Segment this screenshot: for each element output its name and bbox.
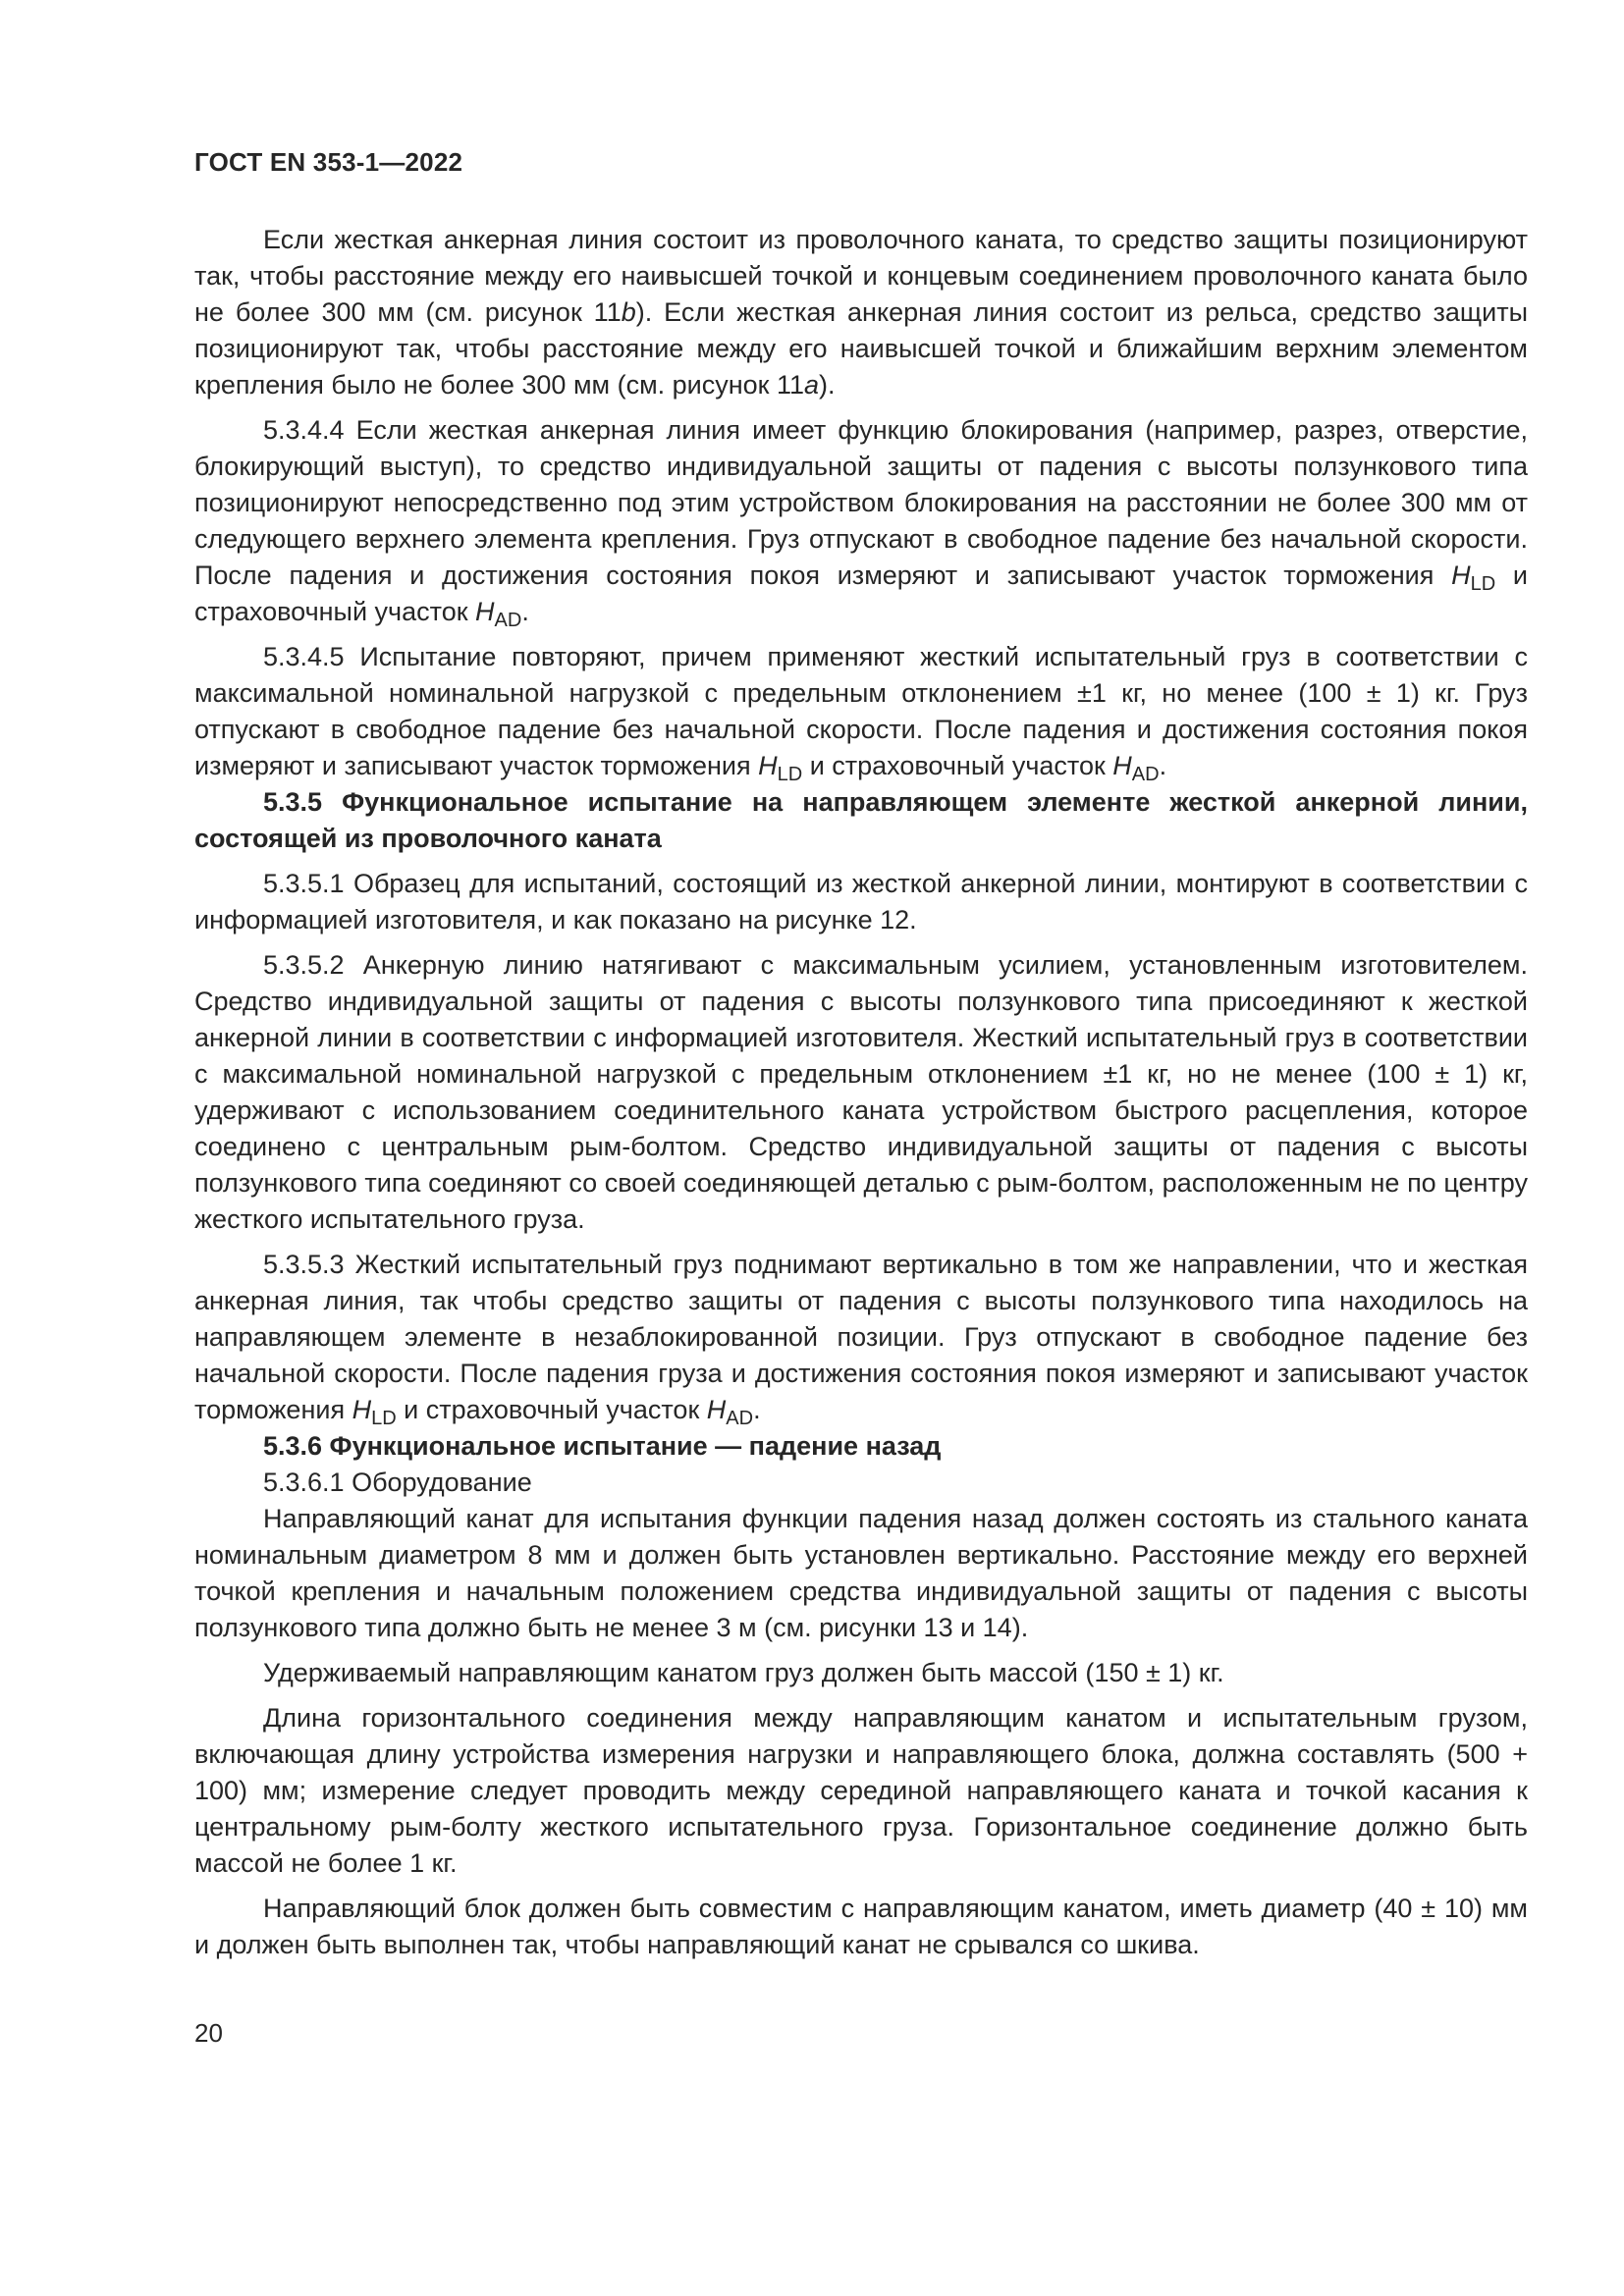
page-header: ГОСТ EN 353-1—2022 [194,147,463,177]
paragraph-horizontal-connection: Длина горизонтального соединения между направляющим канатом и испытательным грузом, включающая длину устройства измерения нагрузки и направляющего блока, должна составлять (500 + 100) мм; измерение следует проводить между серединой направляющего каната и точкой касания к центральному рым-болту жесткого испытательного груза. Горизонтальное соединение должно быть массой не более 1 кг. [194,1703,1528,1878]
symbol-h: H [1451,561,1471,590]
paragraph-mass: Удерживаемый направляющим канатом груз должен быть массой (150 ± 1) кг. [263,1658,1224,1687]
page-number: 20 [194,2018,223,2048]
symbol-h: H [758,751,778,780]
section-heading-5-3-6: 5.3.6 Функциональное испытание — падение назад [263,1431,942,1461]
symbol-sub-ld: LD [371,1408,397,1429]
paragraph-5-3-4-5: 5.3.4.5 Испытание повторяют, причем применяют жесткий испытательный груз в соответствии с максимальной номинальной нагрузкой с предельным отклонением ±1 кг, но менее (100 ± 1) кг. Груз отпускают в свободное падение без начальной скорости. После падения и достижения состояния покоя измеряют и записывают участок торможения $H_{LD}$ и страховочный участок $H_{AD}$. [194,642,1528,785]
symbol-sub-ad: AD [726,1408,754,1429]
paragraph-5-3-5-3: 5.3.5.3 Жесткий испытательный груз поднимают вертикально в том же направлении, что и жесткая анкерная линия, так чтобы средство защиты от падения с высоты ползункового типа находилось на направляющем элементе в незаблокированной позиции. Груз отпускают в свободное падение без начальной скорости. После падения груза и достижения состояния покоя измеряют и записывают участок торможения $H_{LD}$ и страховочный участок $H_{AD}$. [194,1250,1528,1429]
symbol-sub-ld: LD [777,764,803,785]
symbol-sub-ad: AD [1131,764,1160,785]
symbol-h: H [352,1395,372,1424]
paragraph-1: Если жесткая анкерная линия состоит из проволочного каната, то средство защиты позиционируют так, чтобы расстояние между его наивысшей точкой и концевым соединением проволочного каната было не более 300 мм (см. рисунок 11b). Если жесткая анкерная линия состоит из рельса, средство защиты позиционируют так, чтобы расстояние между его наивысшей точкой и ближайшим верхним элементом крепления было не более 300 мм (см. рисунок 11a). [194,225,1528,400]
paragraph-5-3-4-4: 5.3.4.4 Если жесткая анкерная линия имеет функцию блокирования (например, разрез, отверстие, блокирующий выступ), то средство индивидуальной защиты от падения с высоты ползункового типа позиционируют непосредственно под этим устройством блокирования на расстоянии не более 300 мм от следующего верхнего элемента крепления. Груз отпускают в свободное падение без начальной скорости. После падения и достижения состояния покоя измеряют и записывают участок торможения $H_{LD}$ и страховочный участок $H_{AD}$. [194,415,1528,631]
symbol-sub-ad: AD [494,610,522,631]
section-heading-5-3-5: 5.3.5 Функциональное испытание на направляющем элементе жесткой анкерной линии, состоящей из проволочного каната [194,787,1528,853]
symbol-sub-ld: LD [1470,573,1496,595]
paragraph-5-3-5-1: 5.3.5.1 Образец для испытаний, состоящий из жесткой анкерной линии, монтируют в соответствии с информацией изготовителя, и как показано на рисунке 12. [194,869,1528,934]
symbol-h: H [475,597,495,626]
document-body [194,222,1528,1963]
symbol-h: H [1112,751,1132,780]
paragraph-guide-pulley: Направляющий блок должен быть совместим с направляющим канатом, иметь диаметр (40 ± 10) мм и должен быть выполнен так, чтобы направляющий канат не срывался со шкива. [194,1894,1528,1959]
symbol-h: H [706,1395,727,1424]
paragraph-5-3-6-1: 5.3.6.1 Оборудование [263,1468,532,1497]
paragraph-guide-rope: Направляющий канат для испытания функции падения назад должен состоять из стального каната номинальным диаметром 8 мм и должен быть установлен вертикально. Расстояние между его верхней точкой крепления и начальным положением средства индивидуальной защиты от падения с высоты ползункового типа должно быть не менее 3 м (см. рисунки 13 и 14). [194,1504,1528,1642]
paragraph-5-3-5-2: 5.3.5.2 Анкерную линию натягивают с максимальным усилием, установленным изготовителем. Средство индивидуальной защиты от падения с высоты ползункового типа присоединяют к жесткой анкерной линии в соответствии с информацией изготовителя. Жесткий испытательный груз в соответствии с максимальной номинальной нагрузкой с предельным отклонением ±1 кг, но не менее (100 ± 1) кг, удерживают с использованием соединительного каната устройством быстрого расцепления, которое соединено с центральным рым-болтом. Средство индивидуальной защиты от падения с высоты ползункового типа соединяют со своей соединяющей деталью с рым-болтом, расположенным не по центру жесткого испытательного груза. [194,950,1528,1234]
